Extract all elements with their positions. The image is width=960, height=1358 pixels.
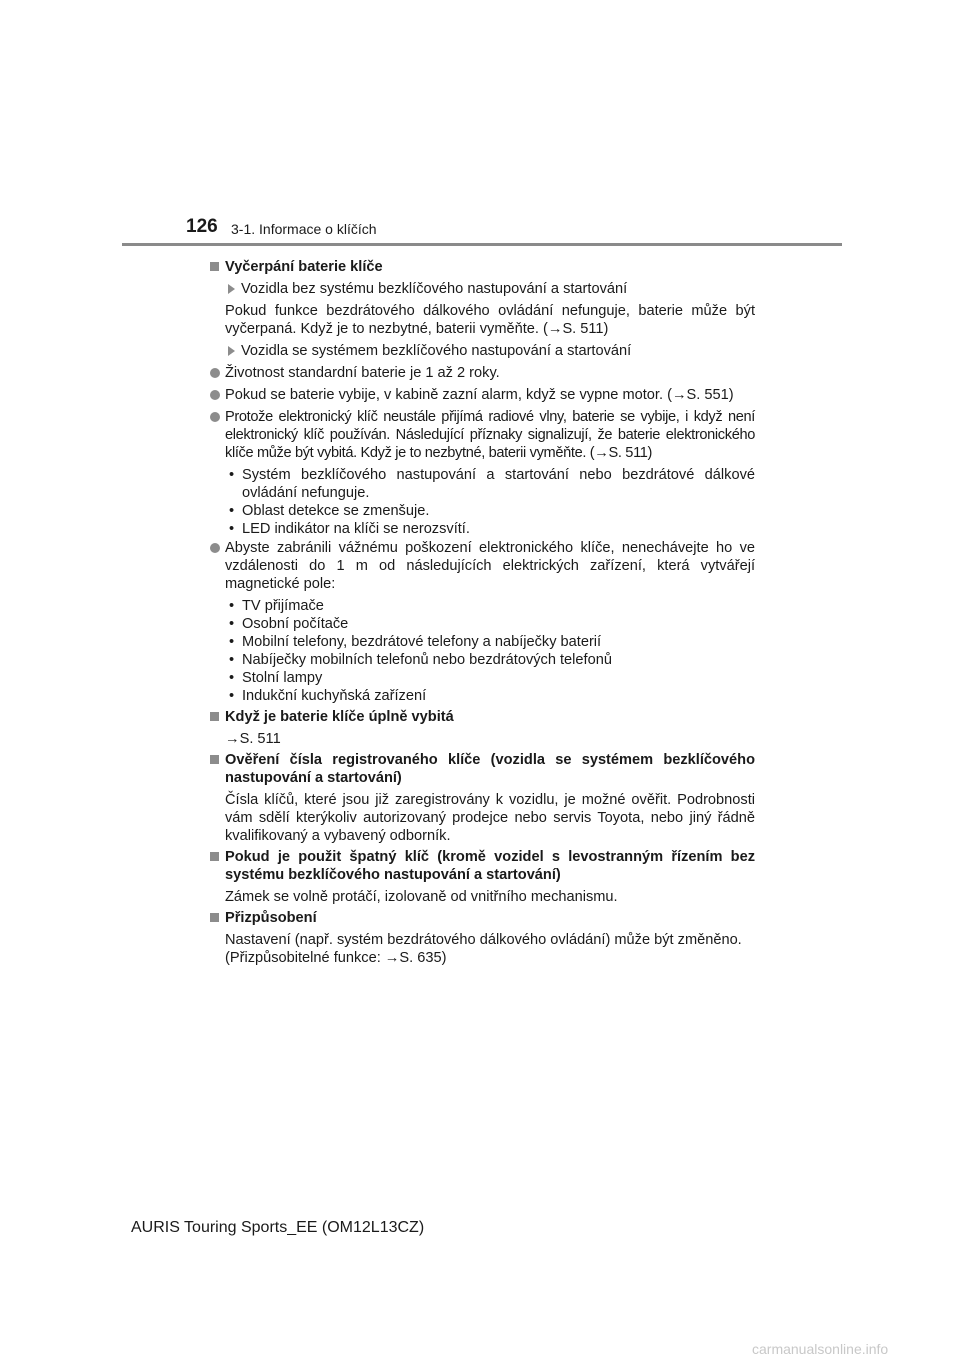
- page-header: [0, 0, 960, 250]
- square-bullet-icon: [210, 712, 219, 721]
- circle-bullet-icon: [210, 368, 220, 378]
- dot-list-item: Pokud se baterie vybije, v kabině zazní alarm, když se vypne motor. (→S. 551): [210, 386, 755, 404]
- circle-bullet-icon: [210, 412, 220, 422]
- list-item: • Oblast detekce se zmenšuje.: [225, 502, 755, 520]
- square-bullet-icon: [210, 755, 219, 764]
- dot-list-item: Abyste zabránili vážnému poškození elektronického klíče, nenechávejte ho ve vzdálenosti do 1 m od následujících elektrických zařízení, která vytvářejí magnetické pole:: [210, 539, 755, 593]
- device-list: [210, 597, 755, 705]
- circle-bullet-icon: [210, 390, 220, 400]
- subheading: Vozidla bez systému bezklíčového nastupování a startování: [210, 280, 755, 298]
- circle-bullet-icon: [210, 543, 220, 553]
- paragraph: Čísla klíčů, které jsou již zaregistrovány k vozidlu, je možné ověřit. Podrobnosti vám sdělí kterýkoliv autorizovaný prodejce nebo servis Toyota, nebo jiný řádně kvalifikovaný a vybavený odborník.: [225, 792, 755, 844]
- section-title: 3-1. Informace o klíčích: [231, 221, 377, 237]
- square-bullet-icon: [210, 262, 219, 271]
- section-heading: Když je baterie klíče úplně vybitá: [210, 708, 755, 726]
- list-item: • LED indikátor na klíči se nerozsvítí.: [225, 520, 755, 538]
- list-item: • Osobní počítače: [225, 615, 755, 633]
- page-content: [210, 255, 755, 967]
- page-footer: AURIS Touring Sports_EE (OM12L13CZ): [131, 1219, 425, 1236]
- paragraph: Zámek se volně protáčí, izolovaně od vnitřního mechanismu.: [225, 889, 618, 905]
- triangle-bullet-icon: [228, 346, 235, 356]
- list-item: • Stolní lampy: [225, 669, 755, 687]
- paragraph: →S. 511: [225, 731, 281, 747]
- list-item: • Systém bezklíčového nastupování a startování nebo bezdrátové dálkové ovládání nefunguje.: [225, 466, 755, 502]
- header-rule: [122, 243, 842, 246]
- list-item: • TV přijímače: [225, 597, 755, 615]
- dot-list-item: Protože elektronický klíč neustále přijímá radiové vlny, baterie se vybije, i když není elektronický klíč používán. Následující příznaky signalizují, že baterie elektronického klíče může být vybitá. Když je to nezbytné, baterii vyměňte. (→S. 511): [210, 408, 755, 462]
- watermark[interactable]: carmanualsonline.info: [752, 1341, 889, 1357]
- triangle-bullet-icon: [228, 284, 235, 294]
- paragraph: Nastavení (např. systém bezdrátového dálkového ovládání) může být změněno. (Přizpůsobitelné funkce: →S. 635): [225, 932, 742, 966]
- symptom-list: [210, 466, 755, 538]
- page-number: 126: [186, 216, 218, 237]
- section-heading: Vyčerpání baterie klíče: [210, 258, 755, 276]
- section-heading: Přizpůsobení: [210, 909, 755, 927]
- list-item: • Indukční kuchyňská zařízení: [225, 687, 755, 705]
- paragraph: Pokud funkce bezdrátového dálkového ovládání nefunguje, baterie může být vyčerpaná. Když je to nezbytné, baterii vyměňte. (→S. 511): [225, 303, 755, 337]
- list-item: • Mobilní telefony, bezdrátové telefony a nabíječky baterií: [225, 633, 755, 651]
- list-item: • Nabíječky mobilních telefonů nebo bezdrátových telefonů: [225, 651, 755, 669]
- subheading: Vozidla se systémem bezklíčového nastupování a startování: [210, 342, 755, 360]
- square-bullet-icon: [210, 913, 219, 922]
- section-heading: Pokud je použit špatný klíč (kromě vozidel s levostranným řízením bez systému bezklíčového nastupování a startování): [210, 848, 755, 884]
- section-heading: Ověření čísla registrovaného klíče (vozidla se systémem bezklíčového nastupování a startování): [210, 751, 755, 787]
- dot-list-item: Životnost standardní baterie je 1 až 2 roky.: [210, 364, 755, 382]
- square-bullet-icon: [210, 852, 219, 861]
